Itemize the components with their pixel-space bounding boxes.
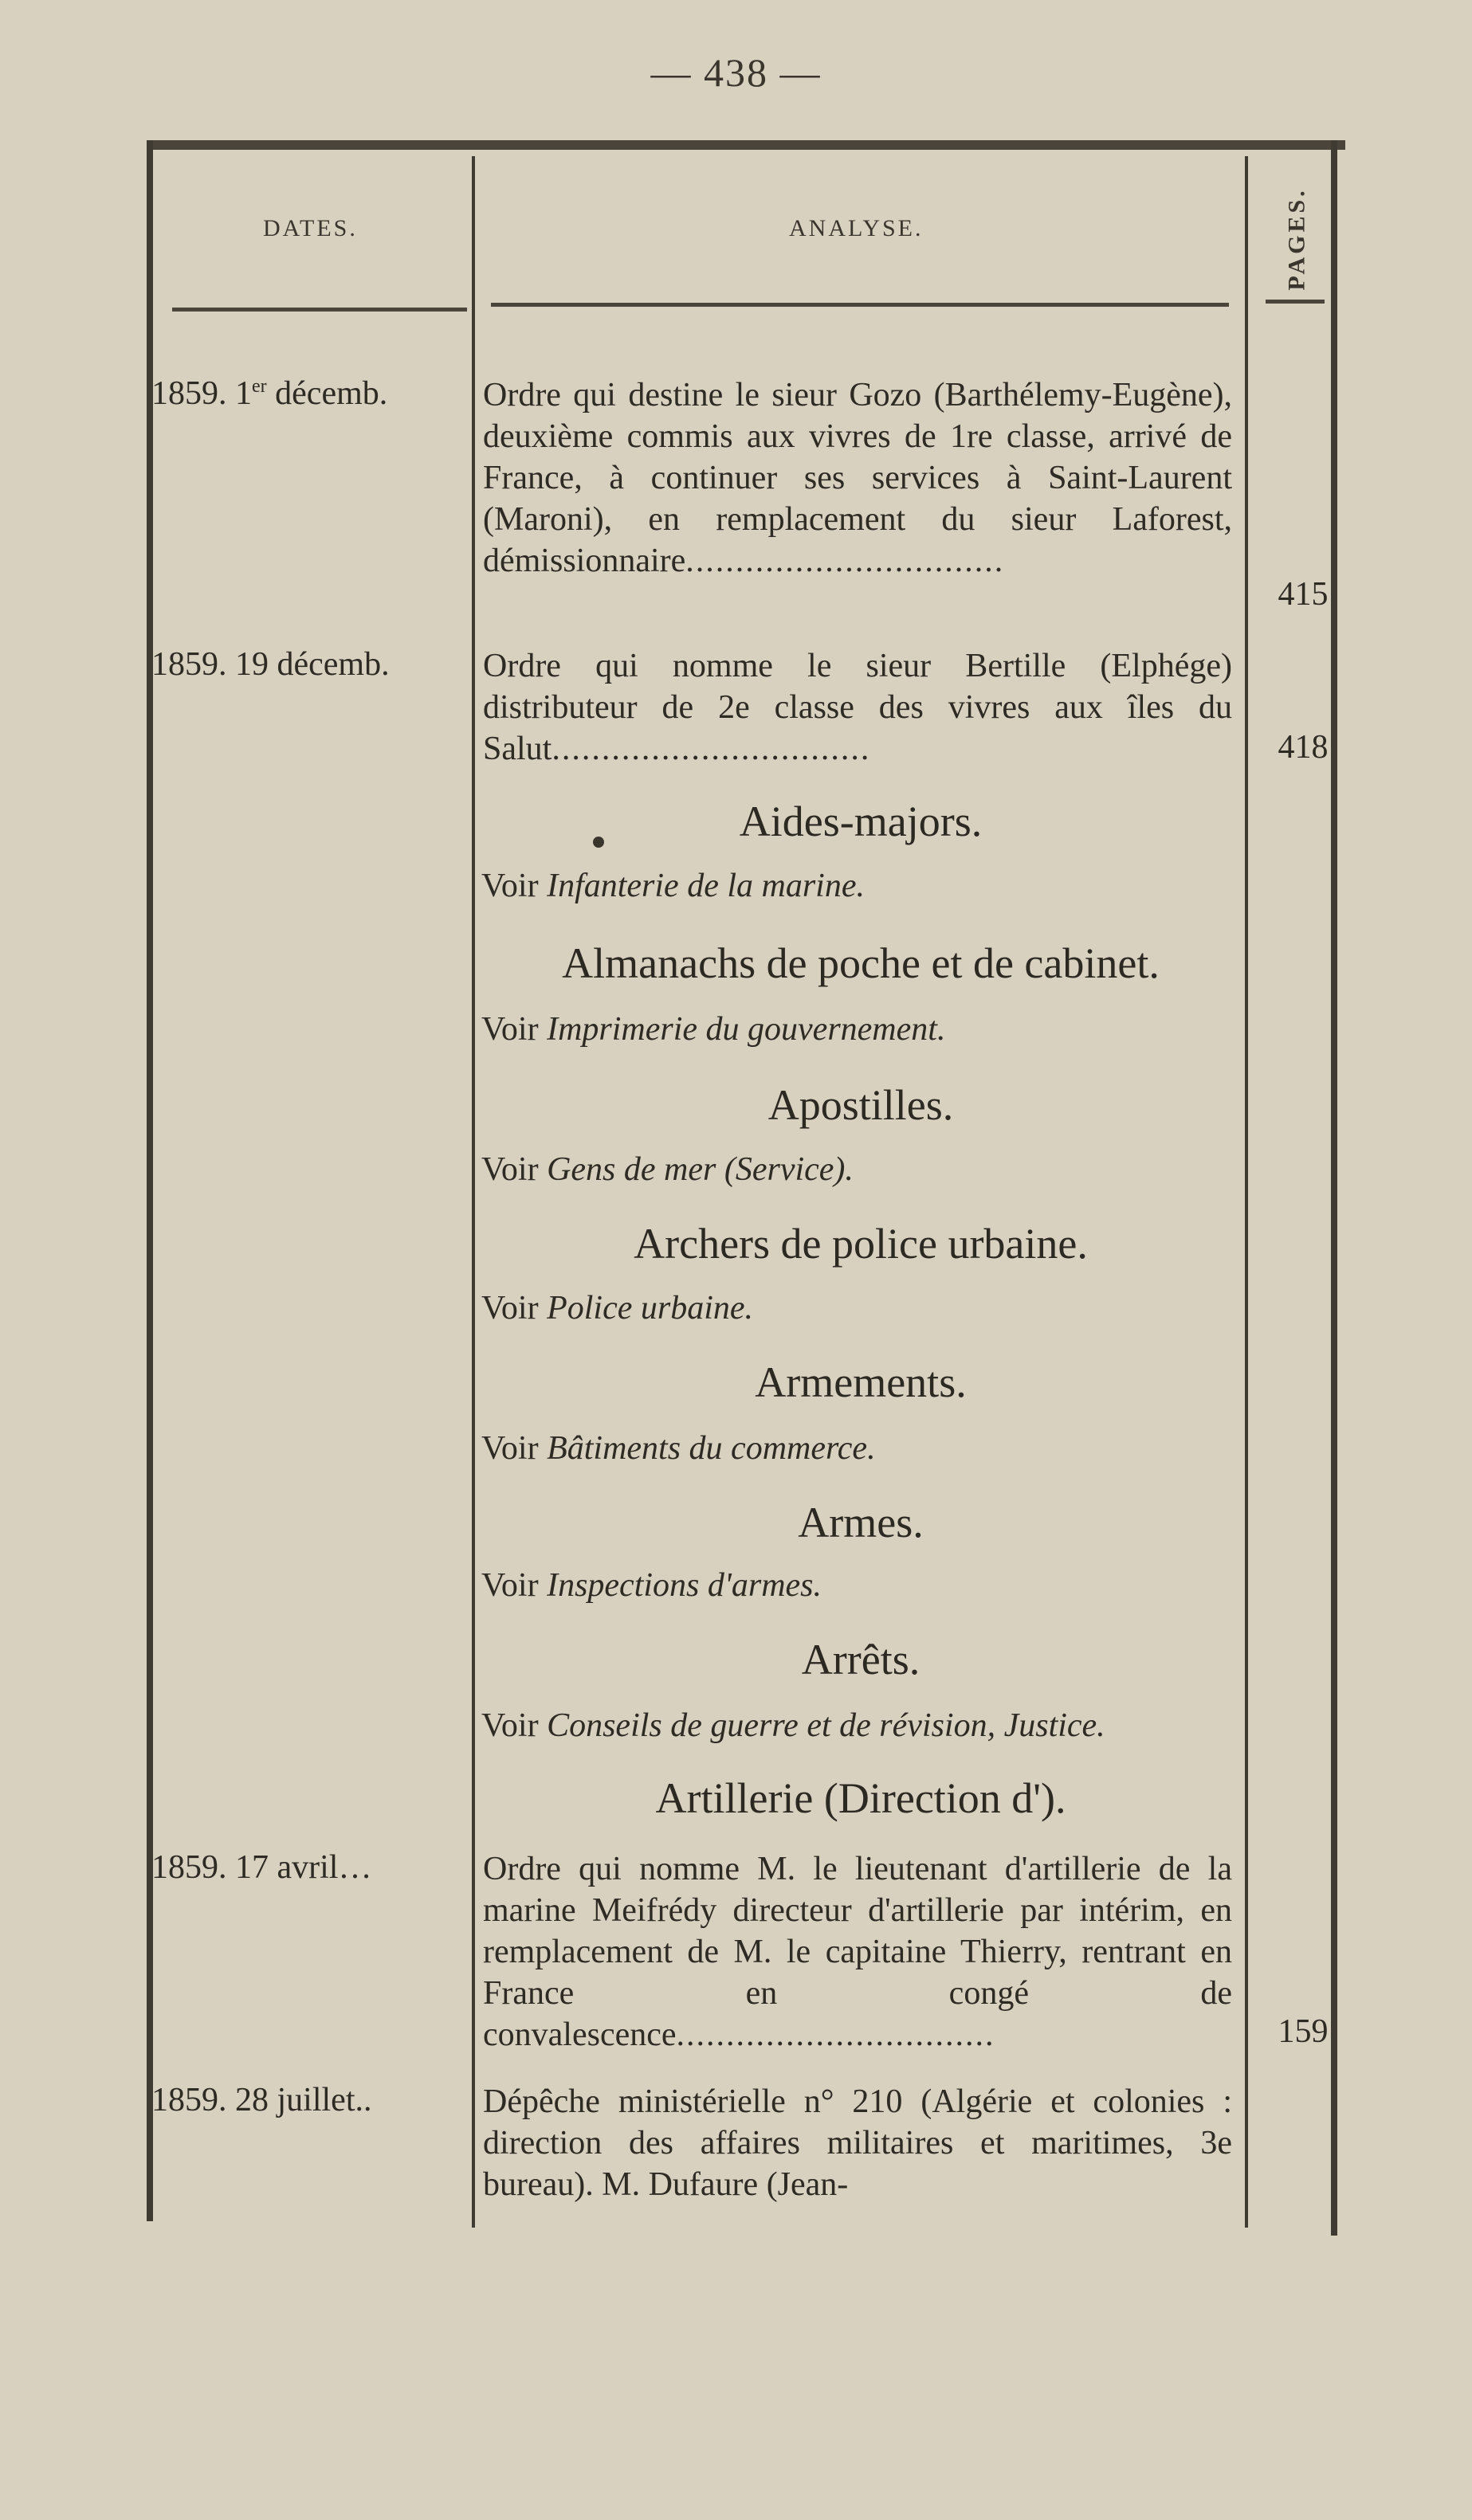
section-heading-aides-majors: Aides-majors. [739,798,983,845]
entry-text-body: Ordre qui destine le sieur Gozo (Barthélemy-Eugène), deuxième commis aux vivres de 1re classe, arrivé de France, à continuer ses services à Saint-Laurent (Maroni), en remplacement du sieur Laforest, démissionnaire [483,377,1232,579]
section-heading-arrets: Arrêts. [801,1636,920,1683]
section-heading-armes: Armes. [798,1499,924,1546]
voir-label: Voir [481,1430,539,1467]
page-number: — 438 — [650,50,822,95]
entry-text [483,1848,1232,2056]
dot-leader: ................................ [676,2016,995,2053]
entry-date: 1859. 17 avril… [151,1849,372,1886]
header-analyse: ANALYSE. [789,215,924,241]
voir-almanachs [481,1010,1246,1048]
header-dates: DATES. [263,215,358,241]
header-rule-pages [1266,300,1325,304]
voir-label: Voir [481,1151,539,1188]
header-rule-analyse [491,303,1229,307]
voir-reference: Gens de mer (Service). [547,1151,854,1188]
voir-armes [481,1566,1246,1605]
entry-date: 1859. 28 juillet.. [151,2082,372,2118]
section-heading-archers: Archers de police urbaine. [634,1220,1088,1268]
pages-column-divider [1245,156,1248,2228]
entry-text-body: Ordre qui nomme M. le lieutenant d'artillerie de la marine Meifrédy directeur d'artillerie par intérim, en remplacement de M. le capitaine Thierry, rentrant en France en congé de convalescence [483,1851,1232,2053]
voir-reference: Inspections d'armes. [547,1567,822,1604]
section-heading-artillerie: Artillerie (Direction d'). [655,1774,1066,1822]
voir-reference: Police urbaine. [547,1290,754,1327]
section-heading-armements: Armements. [755,1358,967,1406]
voir-label: Voir [481,1290,539,1327]
voir-aides-majors [481,867,1246,905]
voir-label: Voir [481,1011,539,1048]
entry-page-ref: 418 [1278,729,1329,766]
section-heading-apostilles: Apostilles. [767,1081,954,1129]
entry-text-body: Dépêche ministérielle n° 210 (Algérie et colonies : direction des affaires militaires et maritimes, 3e bureau). M. Dufaure (Jean- [483,2083,1232,2203]
section-heading-almanachs: Almanachs de poche et de cabinet. [562,939,1160,987]
top-rule [150,140,1345,150]
entry-page-ref: 415 [1278,576,1329,613]
voir-archers [481,1289,1246,1327]
entry-text [483,374,1232,582]
voir-reference: Bâtiments du commerce. [547,1430,876,1467]
date-column-divider [472,156,475,2228]
entry-page-ref: 159 [1278,2013,1329,2050]
voir-label: Voir [481,1707,539,1744]
entry-date: 1859. 1er décemb. [151,375,388,412]
voir-apostilles [481,1150,1246,1189]
entry-date: 1859. 19 décemb. [151,646,390,683]
header-pages [1274,175,1321,303]
voir-reference: Infanterie de la marine. [547,868,865,904]
voir-label: Voir [481,1567,539,1604]
header-rule-dates [172,308,467,312]
entry-text [483,645,1232,770]
header-pages-label: PAGES. [1284,187,1311,291]
voir-arrets [481,1707,1246,1745]
dot-leader: ................................ [685,543,1005,579]
dot-leader: ................................ [552,731,871,767]
entry-text-body: Ordre qui nomme le sieur Bertille (Elphége) distributeur de 2e classe des vivres aux îles du Salut [483,648,1232,767]
voir-label: Voir [481,868,539,904]
right-border [1331,140,1337,2236]
voir-armements [481,1429,1246,1468]
entry-text [483,2081,1232,2205]
voir-reference: Conseils de guerre et de révision, Justice. [547,1707,1105,1744]
left-border [147,140,153,2221]
voir-reference: Imprimerie du gouvernement. [547,1011,946,1048]
